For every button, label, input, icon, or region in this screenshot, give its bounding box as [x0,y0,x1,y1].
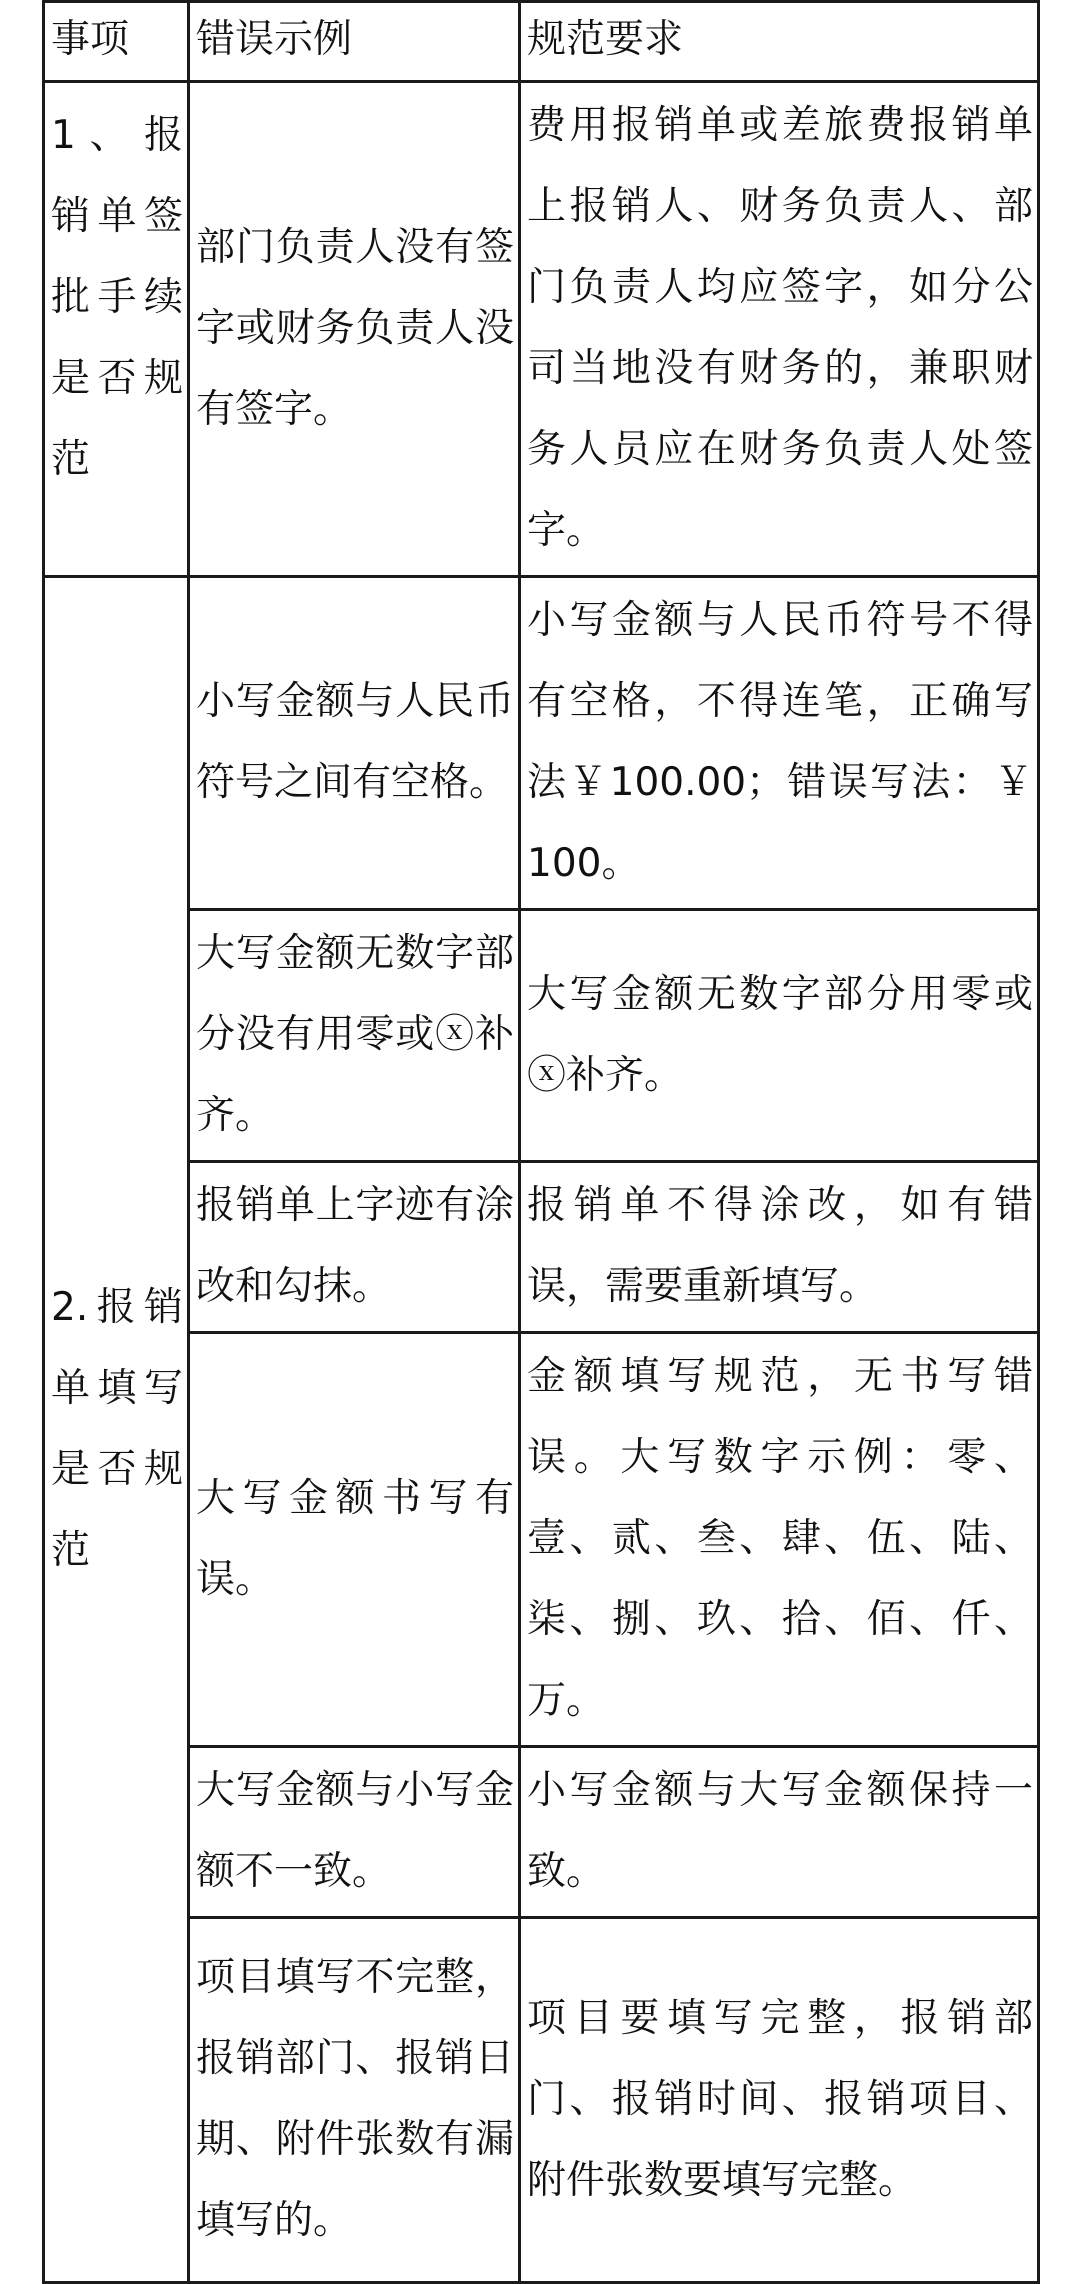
error-example-cell: 小写金额与人民币符号之间有空格。 [189,577,520,910]
error-example-cell: 部门负责人没有签字或财务负责人没有签字。 [189,82,520,577]
requirement-cell: 大写金额无数字部分用零或ⓧ补齐。 [520,910,1039,1162]
requirement-cell: 报销单不得涂改，如有错误，需要重新填写。 [520,1162,1039,1333]
table-header-row [44,2,1039,82]
table-row [44,1747,1039,1918]
item-cell: 2.报销单填写是否规范 [44,577,189,2283]
table-row [44,82,1039,577]
requirement-cell: 项目要填写完整，报销部门、报销时间、报销项目、附件张数要填写完整。 [520,1918,1039,2283]
table-row [44,910,1039,1162]
header-requirement: 规范要求 [520,2,1039,82]
header-item: 事项 [44,2,189,82]
requirement-cell: 小写金额与人民币符号不得有空格，不得连笔，正确写法￥100.00；错误写法：￥ 100。 [520,577,1039,910]
table-row [44,1162,1039,1333]
reimbursement-rules-table [42,0,1073,2284]
requirement-cell: 金额填写规范，无书写错误。大写数字示例：零、壹、贰、叁、肆、伍、陆、柒、捌、玖、拾、佰、仟、万。 [520,1333,1039,1747]
error-example-cell: 大写金额无数字部分没有用零或ⓧ补齐。 [189,910,520,1162]
table-row [44,577,1039,910]
error-example-cell: 报销单上字迹有涂改和勾抹。 [189,1162,520,1333]
table-row [44,1333,1039,1747]
error-example-cell: 项目填写不完整，报销部门、报销日期、附件张数有漏填写的。 [189,1918,520,2283]
error-example-cell: 大写金额与小写金额不一致。 [189,1747,520,1918]
header-error-example: 错误示例 [189,2,520,82]
requirement-cell: 小写金额与大写金额保持一致。 [520,1747,1039,1918]
item-cell: 1 、 报销单签批手续是否规范 [44,82,189,577]
requirement-cell: 费用报销单或差旅费报销单上报销人、财务负责人、部门负责人均应签字，如分公司当地没有财务的，兼职财务人员应在财务负责人处签字。 [520,82,1039,577]
table-row [44,1918,1039,2283]
error-example-cell: 大写金额书写有误。 [189,1333,520,1747]
